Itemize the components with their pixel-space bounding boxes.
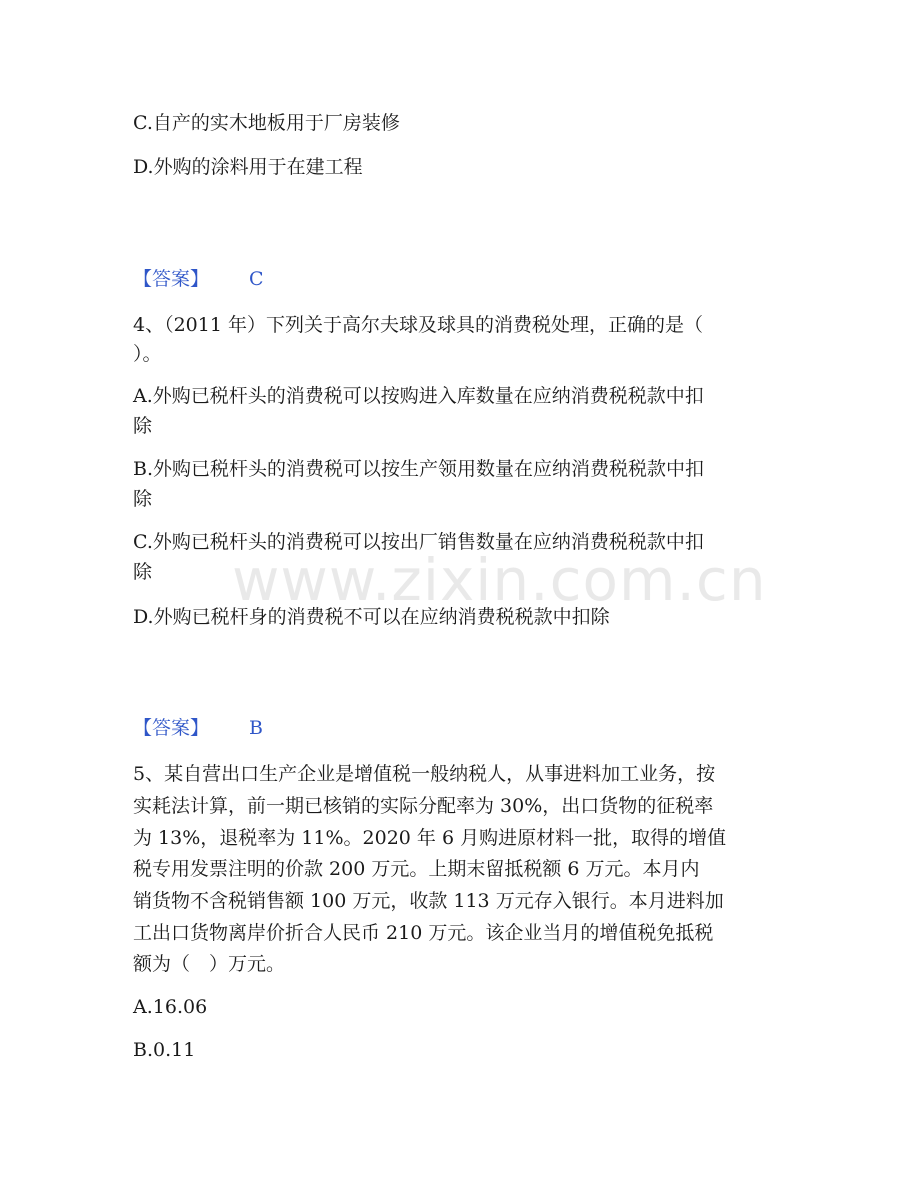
q4-option-a-line-2: 除 (133, 415, 153, 437)
q4-option-b-line-2: 除 (133, 488, 153, 510)
answer-value: B (249, 717, 263, 739)
q5-stem-line-4: 税专用发票注明的价款 200 万元。上期末留抵税额 6 万元。本月内 (133, 858, 700, 880)
q5-stem-line-5: 销货物不含税销售额 100 万元，收款 113 万元存入银行。本月进料加 (133, 890, 724, 912)
q5-stem-line-7: 额为（ ）万元。 (133, 953, 286, 975)
q4-option-d: D.外购已税杆身的消费税不可以在应纳消费税税款中扣除 (133, 606, 610, 628)
q4-stem-line-2: ）。 (133, 343, 162, 365)
q4-answer (133, 716, 263, 740)
q5-stem-line-6: 工出口货物离岸价折合人民币 210 万元。该企业当月的增值税免抵税 (133, 922, 714, 944)
answer-value: C (249, 268, 264, 290)
q4-option-c-line-2: 除 (133, 561, 153, 583)
q3-option-d: D.外购的涂料用于在建工程 (133, 156, 363, 178)
q4-option-a-line-1: A.外购已税杆头的消费税可以按购进入库数量在应纳消费税税款中扣 (133, 385, 704, 407)
answer-label: 【答案】 (133, 268, 210, 290)
q4-stem-line-1: 4、（2011 年）下列关于高尔夫球及球具的消费税处理，正确的是（ (133, 314, 703, 336)
answer-label: 【答案】 (133, 717, 210, 739)
q4-option-c-line-1: C.外购已税杆头的消费税可以按出厂销售数量在应纳消费税税款中扣 (133, 531, 704, 553)
q5-stem-line-2: 实耗法计算，前一期已核销的实际分配率为 30%，出口货物的征税率 (133, 795, 714, 817)
q5-stem-line-1: 5、某自营出口生产企业是增值税一般纳税人，从事进料加工业务，按 (133, 763, 716, 785)
watermark: www.zixin.com.cn (232, 546, 767, 614)
q5-option-a: A.16.06 (133, 996, 208, 1018)
q5-option-b: B.0.11 (133, 1039, 196, 1061)
q3-option-c: C.自产的实木地板用于厂房装修 (133, 112, 400, 134)
q5-stem-line-3: 为 13%，退税率为 11%。2020 年 6 月购进原材料一批，取得的增值 (133, 827, 727, 849)
q3-answer (133, 267, 264, 291)
q4-option-b-line-1: B.外购已税杆头的消费税可以按生产领用数量在应纳消费税税款中扣 (133, 458, 705, 480)
